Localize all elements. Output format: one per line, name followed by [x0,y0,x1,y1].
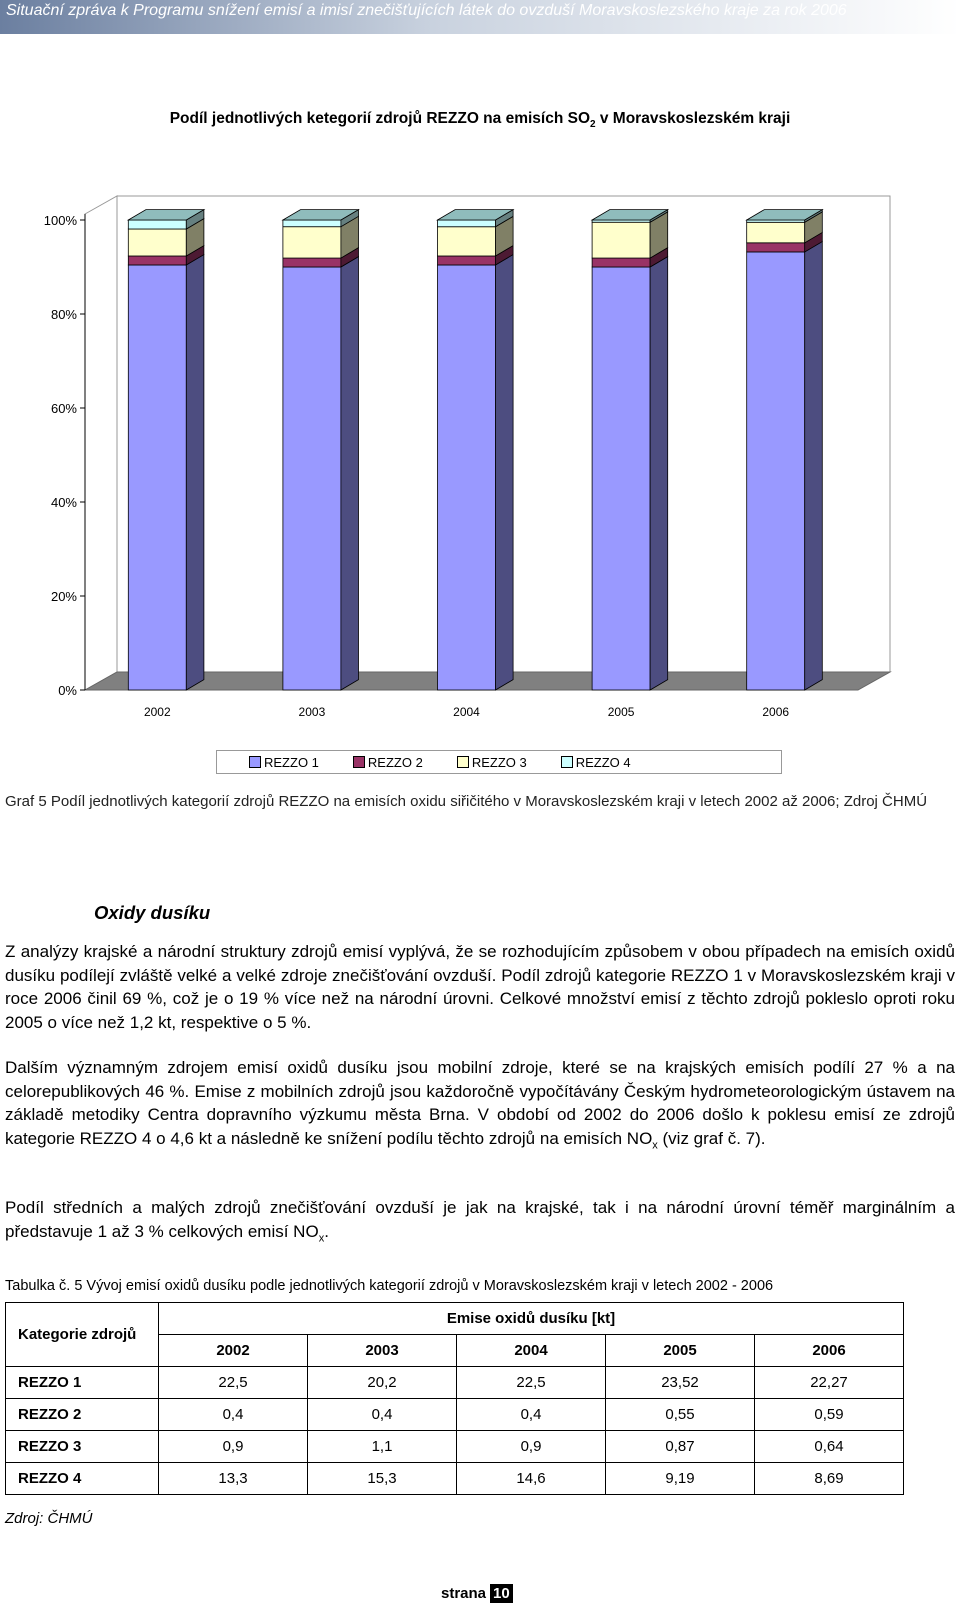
legend-swatch [353,756,365,768]
year-header: 2002 [159,1335,308,1367]
x-tick-label: 2002 [143,705,171,719]
paragraph-text: Dalším významným zdrojem emisí oxidů dusíku jsou mobilní zdroje, které se na krajských emisích podílí 27 % a na celorepublikových 46 %. Emise z mobilních zdrojů jsou každoročně vypočítávány Českým hydrometeorologickým ústavem na základě metodiky Centra dopravního výzkumu města Brna. V období od 2002 do 2006 došlo k poklesu emisí ze zdrojů kategorie REZZO 4 o 4,6 kt a následně ke snížení podílu těchto zdrojů na emisích NO [5,1058,955,1148]
table-cell: 0,55 [606,1399,755,1431]
y-tick-label: 20% [50,589,77,604]
table-cell: 0,4 [457,1399,606,1431]
bar-side-rezzo1-2006 [805,242,823,690]
table-cell: 15,3 [308,1463,457,1495]
bar-segment-rezzo4-2003 [283,220,341,227]
row-label: REZZO 3 [6,1431,159,1463]
table-cell: 1,1 [308,1431,457,1463]
emissions-table [5,1302,904,1495]
legend-item-rezzo4 [561,755,631,770]
table-cell: 22,5 [457,1367,606,1399]
table-cell: 23,52 [606,1367,755,1399]
bar-segment-rezzo3-2004 [438,227,496,256]
bar-side-rezzo1-2002 [186,255,204,690]
chart-title-main: Podíl jednotlivých ketegorií zdrojů REZZO na emisích SO [169,110,590,127]
bar-segment-rezzo2-2005 [592,258,650,267]
y-tick-label: 60% [50,401,77,416]
chart-side-wall [85,196,117,690]
legend-label: REZZO 1 [264,754,319,770]
chart-title-rest: v Moravskoslezském kraji [595,110,791,127]
table-cell: 0,9 [159,1431,308,1463]
legend-label: REZZO 4 [575,754,631,770]
table-cell: 13,3 [159,1463,308,1495]
table-cell: 20,2 [308,1367,457,1399]
bar-segment-rezzo1-2004 [438,265,496,690]
chart-legend [216,750,782,774]
y-tick-label: 80% [50,307,77,322]
figure-caption: Graf 5 Podíl jednotlivých kategorií zdrojů REZZO na emisích oxidu siřičitého v Moravskoslezském kraji v letech 2002 až 2006; Zdroj ČHMÚ [5,793,928,810]
chart-title [0,110,960,130]
row-label: REZZO 4 [6,1463,159,1495]
legend-label: REZZO 3 [471,754,527,770]
legend-item-rezzo1 [249,755,319,770]
bar-segment-rezzo3-2006 [747,222,805,243]
bar-side-rezzo1-2003 [341,257,359,690]
table-cell: 22,27 [755,1367,904,1399]
x-tick-label: 2004 [453,705,480,719]
year-header: 2003 [308,1335,457,1367]
y-tick-label: 0% [58,683,77,698]
table-cell: 8,69 [755,1463,904,1495]
paragraph [5,1196,955,1250]
group-header: Emise oxidů dusíku [kt] [159,1303,904,1335]
table-cell: 9,19 [606,1463,755,1495]
document-header-title: Situační zpráva k Programu snížení emisí a imisí znečišťujících látek do ovzduší Moravskoslezského kraje za rok 2006 [6,2,847,19]
stacked-bar-chart [0,170,960,740]
table-cell: 0,59 [755,1399,904,1431]
bar-segment-rezzo2-2002 [128,256,186,265]
row-label: REZZO 2 [6,1399,159,1431]
paragraph [5,1056,955,1157]
year-header: 2006 [755,1335,904,1367]
table-cell: 14,6 [457,1463,606,1495]
paragraph-text: Podíl středních a malých zdrojů znečišťování ovzduší je jak na krajské, tak i na národní úrovní téměř marginálním a představuje 1 až 3 % celkových emisí NO [5,1198,955,1241]
x-tick-label: 2006 [762,705,790,719]
chart-title-subscript: 2 [590,119,596,131]
bar-segment-rezzo2-2003 [283,258,341,267]
table-row [6,1463,904,1495]
bar-segment-rezzo3-2005 [592,222,650,258]
table-row [6,1399,904,1431]
bar-segment-rezzo1-2002 [128,265,186,690]
table-cell: 0,64 [755,1431,904,1463]
bar-segment-rezzo1-2005 [592,267,650,690]
bar-segment-rezzo1-2006 [747,252,805,690]
year-header: 2004 [457,1335,606,1367]
y-tick-label: 100% [43,213,77,228]
section-heading: Oxidy dusíku [94,902,211,923]
table-cell: 0,87 [606,1431,755,1463]
bar-side-rezzo1-2005 [650,257,668,690]
table-cell: 0,4 [308,1399,457,1431]
paragraph-text: (viz graf č. 7). [657,1128,766,1148]
bar-segment-rezzo3-2002 [128,229,186,256]
x-tick-label: 2005 [607,705,635,719]
table-row [6,1431,904,1463]
row-label: REZZO 1 [6,1367,159,1399]
year-header: 2005 [606,1335,755,1367]
bar-segment-rezzo4-2004 [438,220,496,227]
legend-label: REZZO 2 [367,754,423,770]
bar-segment-rezzo1-2003 [283,267,341,690]
document-header [0,0,960,34]
table-cell: 22,5 [159,1367,308,1399]
bar-segment-rezzo2-2006 [747,243,805,252]
legend-item-rezzo2 [353,755,423,770]
source-note: Zdroj: ČHMÚ [5,1510,93,1527]
paragraph: Z analýzy krajské a národní struktury zdrojů emisí vyplývá, že se rozhodujícím způsobem v obou případech na emisích oxidů dusíku podílejí zvláště velké a velké zdroje znečišťování ovzduší. Podíl zdrojů kategorie REZZO 1 v Moravskoslezském kraji v roce 2006 činil 69 %, což je o 19 % více než na národní úrovni. Celkové množství emisí z těchto zdrojů pokleslo oproti roku 2005 o více než 1,2 kt, respektive o 5 %. [5,942,955,1032]
bar-segment-rezzo2-2004 [438,256,496,265]
bar-segment-rezzo4-2002 [128,220,186,229]
x-tick-label: 2003 [298,705,326,719]
category-header: Kategorie zdrojů [6,1303,159,1367]
table-cell: 0,4 [159,1399,308,1431]
y-tick-label: 40% [50,495,77,510]
table-caption: Tabulka č. 5 Vývoj emisí oxidů dusíku podle jednotlivých kategorií zdrojů v Moravskoslezském kraji v letech 2002 - 2006 [5,1278,774,1294]
legend-item-rezzo3 [457,755,527,770]
subscript: x [652,1138,658,1151]
paragraph-text: . [324,1221,329,1241]
legend-swatch [457,756,469,768]
table-cell: 0,9 [457,1431,606,1463]
subscript: x [318,1231,325,1244]
legend-swatch [561,756,573,768]
table-row [6,1367,904,1399]
bar-side-rezzo1-2004 [496,255,514,690]
legend-swatch [249,756,261,768]
page-label: strana [441,1585,487,1602]
page-number [441,1584,513,1603]
table-header-row [6,1303,904,1335]
bar-segment-rezzo3-2003 [283,227,341,258]
page-number-value: 10 [490,1584,513,1603]
